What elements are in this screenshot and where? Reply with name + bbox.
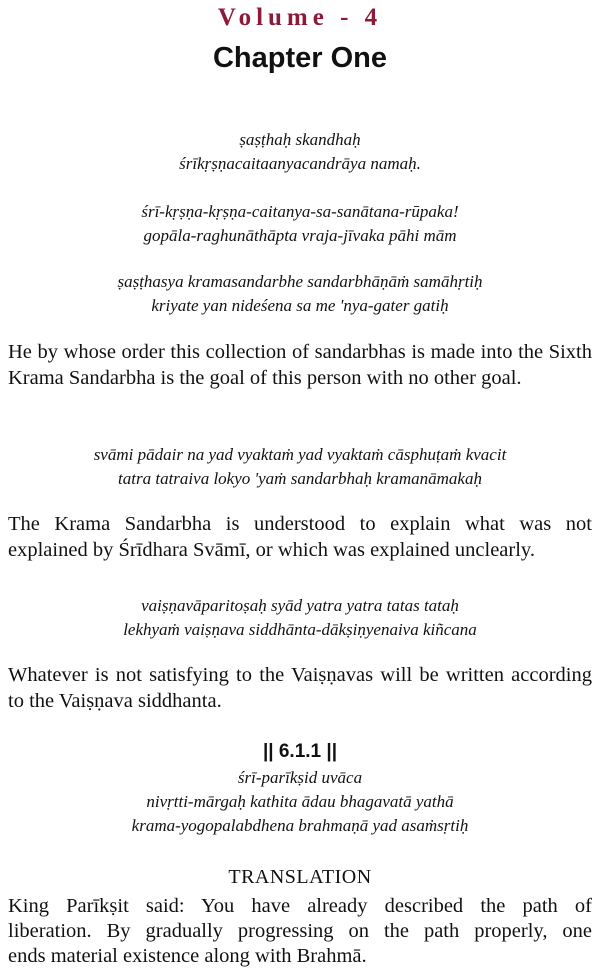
volume-title: Volume - 4 [217,4,383,31]
translation-text [8,894,592,969]
prayer-verse [0,200,600,248]
translation-heading: TRANSLATION [228,866,372,888]
verse-line: lekhyaṁ vaiṣṇava siddhānta-dākṣiṇyenaiva kiñcana [123,620,477,639]
sanskrit-verse [0,766,600,838]
verse-line: kriyate yan nideśena sa me 'nya-gater gatiḥ [151,296,449,315]
verse-line: vaiṣṇavāparitoṣaḥ syād yatra yatra tatas tataḥ [141,596,459,615]
verse-line: ṣaṣṭhasya kramasandarbhe sandarbhāṇāṁ samāhṛtiḥ [117,272,483,291]
explanation-paragraph: The Krama Sandarbha is understood to explain what was not explained by Śrīdhara Svāmī, or which was explained unclearly. [8,513,592,561]
chapter-title: Chapter One [212,42,388,74]
verse-line: nivṛtti-mārgaḥ kathita ādau bhagavatā yathā [146,792,454,811]
verse-line: śrī-kṛṣṇa-kṛṣṇa-caitanya-sa-sanātana-rūpaka! [141,202,459,221]
verse-line: svāmi pādair na yad vyaktaṁ yad vyaktaṁ cāsphuṭaṁ kvacit [93,445,507,464]
verse-number: || 6.1.1 || [262,741,338,762]
explanation-paragraph: He by whose order this collection of sandarbhas is made into the Sixth Krama Sandarbha is the goal of this person with no other goal. [8,341,592,389]
translation-line: liberation. By gradually progressing on the path properly, one [8,920,592,942]
verse-line: tatra tatraiva lokyo 'yaṁ sandarbhaḥ kramanāmakaḥ [118,469,482,488]
vaisnava-verse [0,594,600,642]
explanation-paragraph: Whatever is not satisfying to the Vaiṣṇavas will be written according to the Vaiṣṇava siddhanta. [8,664,592,712]
invocation-verse [0,128,600,176]
svami-verse [0,443,600,491]
sandarbha-verse [0,270,600,318]
verse-line: ṣaṣṭhaḥ skandhaḥ [239,130,361,149]
translation-line: King Parīkṣit said: You have already described the path of [8,895,592,917]
verse-line: śrī-parīkṣid uvāca [237,768,363,787]
verse-line: gopāla-raghunāthāpta vraja-jīvaka pāhi mām [143,226,457,245]
translation-line: ends material existence along with Brahmā. [8,945,367,967]
verse-line: krama-yogopalabdhena brahmaṇā yad asaṁsṛtiḥ [131,816,469,835]
verse-line: śrīkṛṣṇacaitaanyacandrāya namaḥ. [179,154,421,173]
